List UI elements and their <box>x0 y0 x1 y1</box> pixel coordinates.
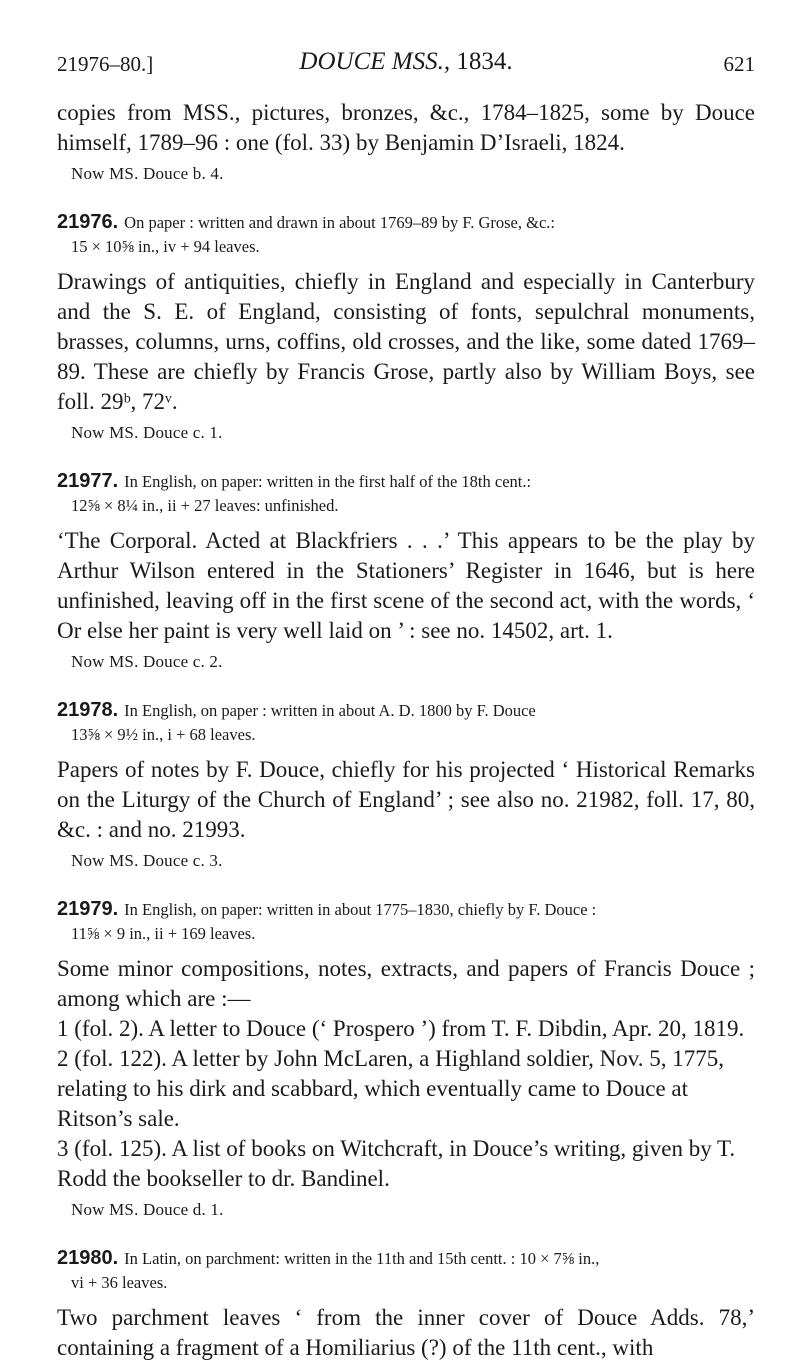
list-item: 1 (fol. 2). A letter to Douce (‘ Prospero ’) from T. F. Dibdin, Apr. 20, 1819. <box>57 1016 745 1041</box>
running-head <box>57 48 755 82</box>
entry-description: In English, on paper: written in the first half of the 18th cent.: <box>124 472 532 491</box>
page-content <box>57 98 755 1363</box>
entry-body: Some minor compositions, notes, extracts, and papers of Francis Douce ; among which are :— <box>57 956 755 1011</box>
entry-heading <box>57 698 755 747</box>
entry-number: 21980. <box>57 1247 119 1269</box>
entry-body: ‘The Corporal. Acted at Blackfriers . . .’ This appears to be the play by Arthur Wilson entered in the Stationers’ Register in 1646, but is here unfinished, leaving off in the first scene of the second act, with the words, ‘ Or else her paint is very well laid on ’ : see no. 14502, art. 1. <box>57 528 755 643</box>
entry-dimensions: 11⅝ × 9 in., ii + 169 leaves. <box>71 924 256 943</box>
entry-number: 21978. <box>57 699 119 721</box>
entry-shelfmark: Now MS. Douce c. 1. <box>71 423 223 442</box>
entry-heading <box>57 1246 755 1295</box>
page-number: 621 <box>723 52 755 76</box>
entry-dimensions: 15 × 10⅝ in., iv + 94 leaves. <box>71 237 260 256</box>
entry-heading <box>57 469 755 518</box>
entry-description: On paper : written and drawn in about 1769–89 by F. Grose, &c.: <box>124 213 555 232</box>
entry-shelfmark: Now MS. Douce c. 2. <box>71 652 223 671</box>
entry-description: In English, on paper : written in about A. D. 1800 by F. Douce <box>124 701 536 720</box>
entry-heading <box>57 897 755 946</box>
collection-title: DOUCE MSS., <box>299 48 451 75</box>
entry-dimensions: 13⅝ × 9½ in., i + 68 leaves. <box>71 725 256 744</box>
catalogue-entry <box>57 1246 755 1363</box>
catalogue-entry <box>57 469 755 674</box>
entry-description: In Latin, on parchment: written in the 11th and 15th centt. : 10 × 7⅝ in., <box>124 1249 600 1268</box>
entry-body: Two parchment leaves ‘ from the inner cover of Douce Adds. 78,’ containing a fragment of a Homiliarius (?) of the 11th cent., with <box>57 1305 755 1360</box>
entry-body: Drawings of antiquities, chiefly in England and especially in Canterbury and the S. E. of England, consisting of fonts, sepulchral monuments, brasses, columns, urns, coffins, old crosses, and the like, some dated 1769–89. These are chiefly by Francis Grose, partly also by William Boys, see foll. 29ᵇ, 72ᵛ. <box>57 269 755 414</box>
list-item: 2 (fol. 122). A letter by John McLaren, a Highland soldier, Nov. 5, 1775, relating to his dirk and scabbard, which eventually came to Douce at Ritson’s sale. <box>57 1046 725 1131</box>
entry-description: In English, on paper: written in about 1775–1830, chiefly by F. Douce : <box>124 900 597 919</box>
entry-shelfmark: Now MS. Douce d. 1. <box>71 1200 224 1219</box>
entry-number: 21979. <box>57 898 119 920</box>
catalogue-range: 21976–80.] <box>57 52 154 76</box>
intro-text: copies from MSS., pictures, bronzes, &c., 1784–1825, some by Douce himself, 1789–96 : one (fol. 33) by Benjamin D’Israeli, 1824. <box>57 100 755 155</box>
entry-dimensions: vi + 36 leaves. <box>71 1273 168 1292</box>
catalogue-entry <box>57 897 755 1222</box>
catalogue-entry <box>57 698 755 873</box>
running-title <box>57 48 755 76</box>
entry-body: Papers of notes by F. Douce, chiefly for his projected ‘ Historical Remarks on the Liturgy of the Church of England’ ; see also no. 21982, foll. 17, 80, &c. : and no. 21993. <box>57 757 755 842</box>
entry-number: 21976. <box>57 211 119 233</box>
entry-dimensions: 12⅝ × 8¼ in., ii + 27 leaves: unfinished. <box>71 496 339 515</box>
intro-shelfmark: Now MS. Douce b. 4. <box>71 164 224 183</box>
list-item: 3 (fol. 125). A list of books on Witchcraft, in Douce’s writing, given by T. Rodd the bookseller to dr. Bandinel. <box>57 1136 736 1191</box>
entry-heading <box>57 210 755 259</box>
catalogue-entry <box>57 210 755 445</box>
entry-number: 21977. <box>57 470 119 492</box>
entry-shelfmark: Now MS. Douce c. 3. <box>71 851 223 870</box>
running-year: 1834. <box>456 48 513 75</box>
